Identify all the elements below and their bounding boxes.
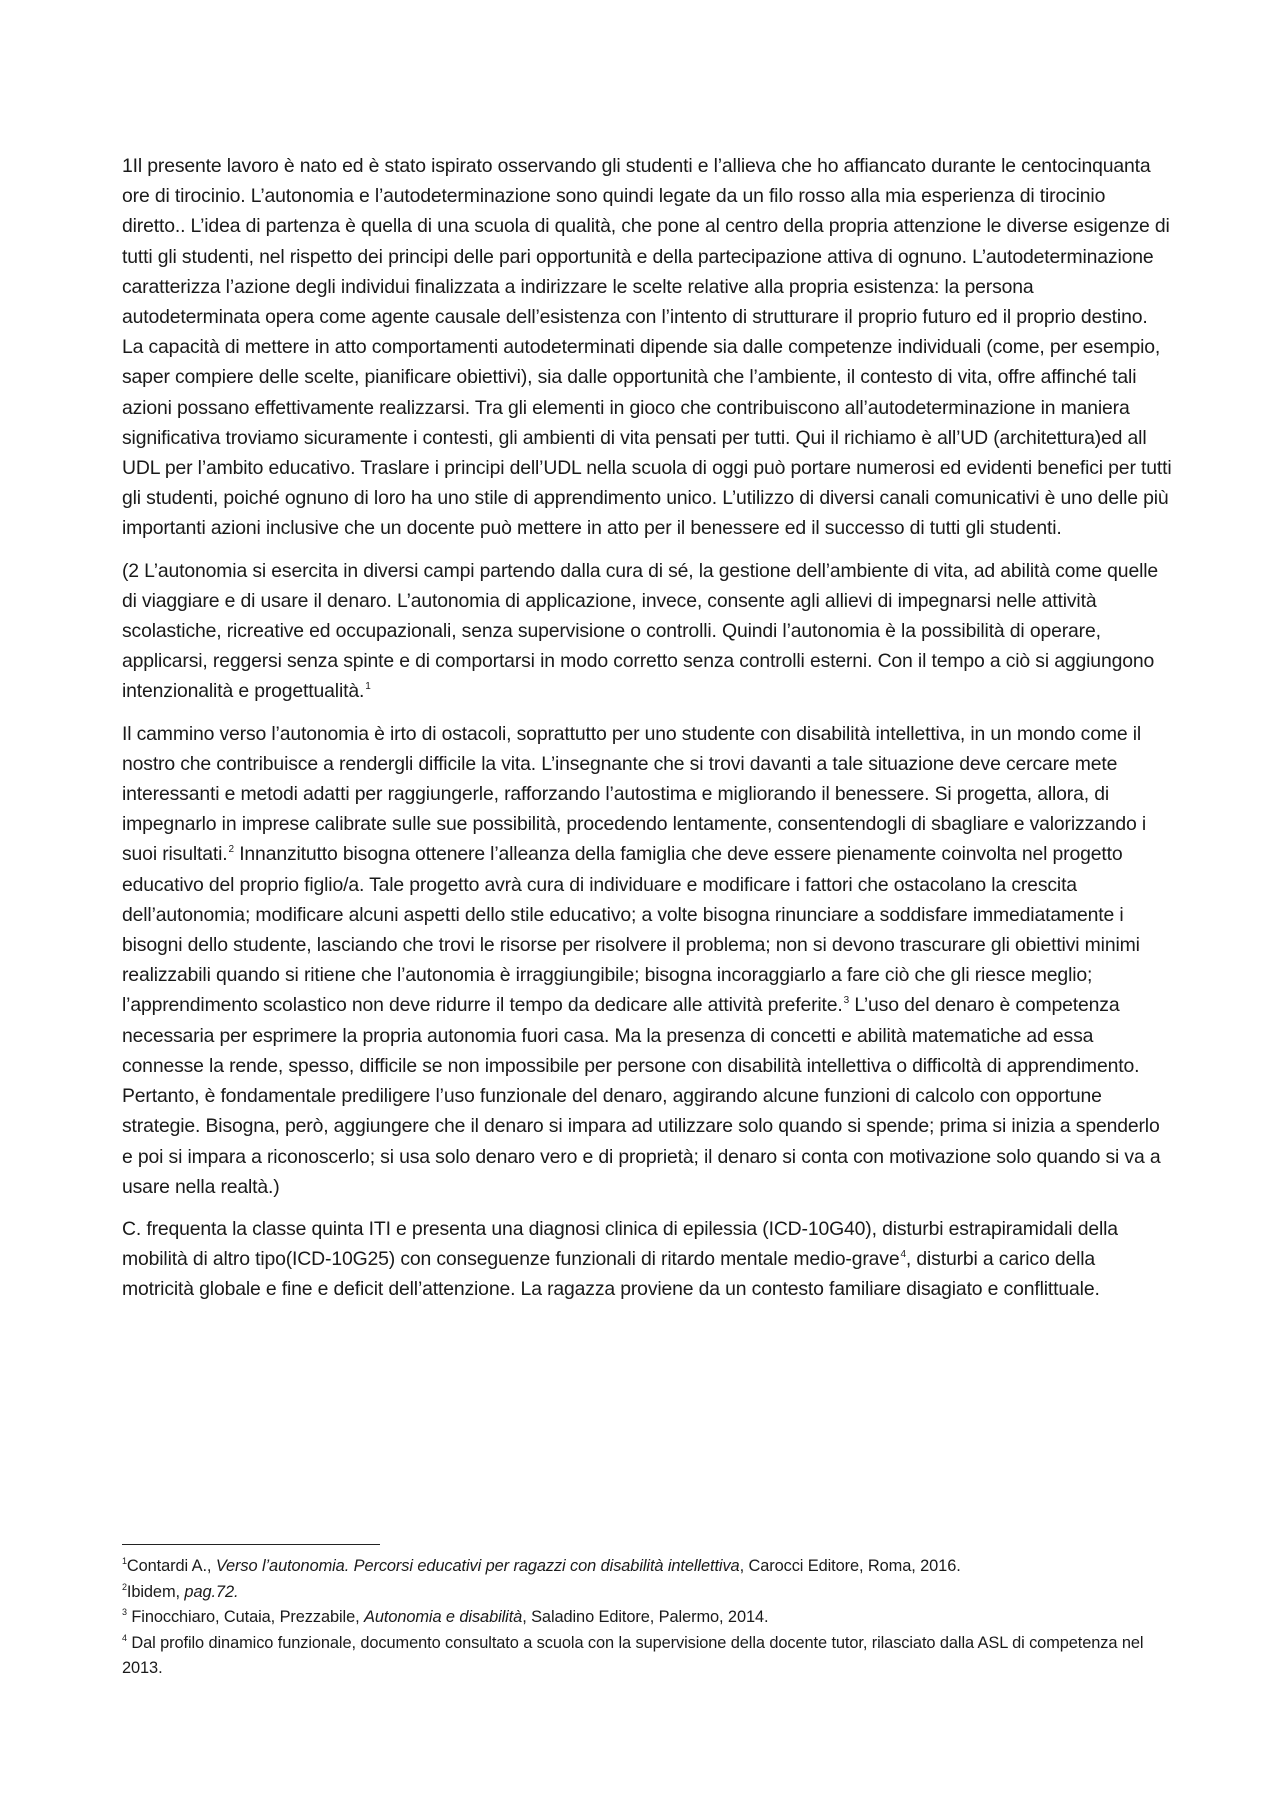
footnote-reference[interactable]: 2	[228, 844, 234, 856]
footnote-3	[122, 1605, 1172, 1631]
paragraph-cammino	[122, 719, 1172, 1202]
footnote-text: Finocchiaro, Cutaia, Prezzabile,	[126, 1608, 365, 1626]
paragraph-text: C. frequenta la classe quinta ITI e presenta una diagnosi clinica di epilessia (ICD-10G40), disturbi estrapiramidali della mobilità di altro tipo(ICD-10G25) con conseguenze funzionali di ritardo mentale medio-grave	[122, 1217, 1118, 1271]
footnote-text: , Carocci Editore, Roma, 2016.	[739, 1557, 961, 1575]
footnote-title: Autonomia e disabilità	[364, 1608, 523, 1626]
footnote-mark: 4	[122, 1632, 127, 1643]
footnote-reference[interactable]: 4	[900, 1249, 906, 1261]
paragraph-text: 1Il presente lavoro è nato ed è stato ispirato osservando gli studenti e l’allieva che ho affiancato durante le centocinquanta ore di tirocinio. L’autonomia e l’autodeterminazione sono quindi legate da un filo rosso alla mia esperienza di tirocinio diretto.. L’idea di partenza è quella di una scuola di qualità, che pone al centro della propria attenzione le diverse esigenze di tutti gli studenti, nel rispetto dei principi delle pari opportunità e della partecipazione attiva di ognuno. L’autodeterminazione caratterizza l’azione degli individui finalizzata a indirizzare le scelte relative alla propria esistenza: la persona autodeterminata opera come agente causale dell’esistenza con l’intento di strutturare il proprio futuro ed il proprio destino. La capacità di mettere in atto comportamenti autodeterminati dipende sia dalle competenze individuali (come, per esempio, saper compiere delle scelte, pianificare obiettivi), sia dalle opportunità che l’ambiente, il contesto di vita, offre affinché tali azioni possano effettivamente realizzarsi. Tra gli elementi in gioco che contribuiscono all’autodeterminazione in maniera significativa troviamo sicuramente i contesti, gli ambienti di vita pensati per tutti. Qui il richiamo è all’UD (architettura)ed all UDL per l’ambito educativo. Traslare i principi dell’UDL nella scuola di oggi può portare numerosi ed evidenti benefici per tutti gli studenti, poiché ognuno di loro ha uno stile di apprendimento unico. L’utilizzo di diversi canali comunicativi è uno delle più importanti azioni inclusive che un docente può mettere in atto per il benessere ed il successo di tutti gli studenti.	[122, 155, 1172, 540]
document-body	[122, 151, 1172, 1317]
footnote-reference[interactable]: 1	[365, 681, 371, 693]
footnote-1	[122, 1554, 1172, 1580]
footnote-4	[122, 1631, 1172, 1682]
footnote-mark: 3	[122, 1607, 127, 1617]
paragraph-text: Il cammino verso l’autonomia è irto di ostacoli, soprattutto per uno studente con disabilità intellettiva, in un mondo come il nostro che contribuisce a rendergli difficile la vita. L’insegnante che si trovi davanti a tale situazione deve cercare mete interessanti e metodi adatti per raggiungerle, rafforzando l’autostima e migliorando il benessere. Si progetta, allora, di impegnarlo in imprese calibrate sulle sue possibilità, procedendo lentamente, consentendogli di sbagliare e valorizzando i suoi risultati.	[122, 722, 1147, 866]
footnote-title: pag.72.	[184, 1582, 239, 1601]
footnote-text: Ibidem,	[126, 1582, 185, 1601]
paragraph-text: Innanzitutto bisogna ottenere l’alleanza della famiglia che deve essere pienamente coinvolta nel progetto educativo del proprio figlio/a. Tale progetto avrà cura di individuare e modificare i fattori che ostacolano la crescita dell’autonomia; modificare alcuni aspetti dello stile educativo; a volte bisogna rinunciare a soddisfare immediatamente i bisogni dello studente, lasciando che trovi le risorse per risolvere il problema; non si devono trascurare gli obiettivi minimi realizzabili quando si ritiene che l’autonomia è irraggiungibile; bisogna incoraggiarlo a fare ciò che gli riesce meglio; l’apprendimento scolastico non deve ridurre il tempo da dedicare alle attività preferite.	[122, 843, 1140, 1017]
footnote-text: Dal profilo dinamico funzionale, documento consultato a scuola con la supervisione della docente tutor, rilasciato dalla ASL di competenza nel 2013.	[122, 1633, 1144, 1677]
paragraph-text: L’uso del denaro è competenza necessaria per esprimere la propria autonomia fuori casa. Ma la presenza di concetti e abilità matematiche ad essa connesse la rende, spesso, difficile se non impossibile per persone con disabilità intellettiva o difficoltà di apprendimento. Pertanto, è fondamentale prediligere l’uso funzionale del denaro, aggirando alcune funzioni di calcolo con opportune strategie. Bisogna, però, aggiungere che il denaro si impara ad utilizzare solo quando si spende; prima si inizia a spenderlo e poi si impara a riconoscerlo; si usa solo denaro vero e di proprietà; il denaro si conta con motivazione solo quando si va a usare nella realtà.)	[122, 994, 1161, 1198]
footnote-text: Contardi A.,	[126, 1557, 216, 1575]
footnote-mark: 1	[122, 1556, 127, 1566]
paragraph-intro	[122, 151, 1172, 544]
footnote-text: , Saladino Editore, Palermo, 2014.	[522, 1608, 769, 1626]
footnote-title: Verso l’autonomia. Percorsi educativi per ragazzi con disabilità intellettiva	[215, 1557, 740, 1575]
footnote-2	[122, 1580, 1172, 1606]
footnote-mark: 2	[122, 1581, 127, 1592]
footnote-reference[interactable]: 3	[843, 995, 850, 1007]
footnotes-section	[122, 1554, 1172, 1682]
paragraph-text: , disturbi a carico della motricità globale e fine e deficit dell’attenzione. La ragazza proviene da un contesto familiare disagiato e conflittuale.	[122, 1248, 1100, 1301]
paragraph-autonomia	[122, 556, 1172, 707]
paragraph-text: (2 L’autonomia si esercita in diversi campi partendo dalla cura di sé, la gestione dell’ambiente di vita, ad abilità come quelle di viaggiare e di usare il denaro. L’autonomia di applicazione, invece, consente agli allievi di impegnarsi nelle attività scolastiche, ricreative ed occupazionali, senza supervisione o controlli. Quindi l’autonomia è la possibilità di operare, applicarsi, reggersi senza spinte e di comportarsi in modo corretto senza controlli esterni. Con il tempo a ciò si aggiungono intenzionalità e progettualità.	[122, 559, 1159, 703]
footnote-separator	[122, 1544, 380, 1545]
paragraph-caso-studio	[122, 1214, 1172, 1305]
